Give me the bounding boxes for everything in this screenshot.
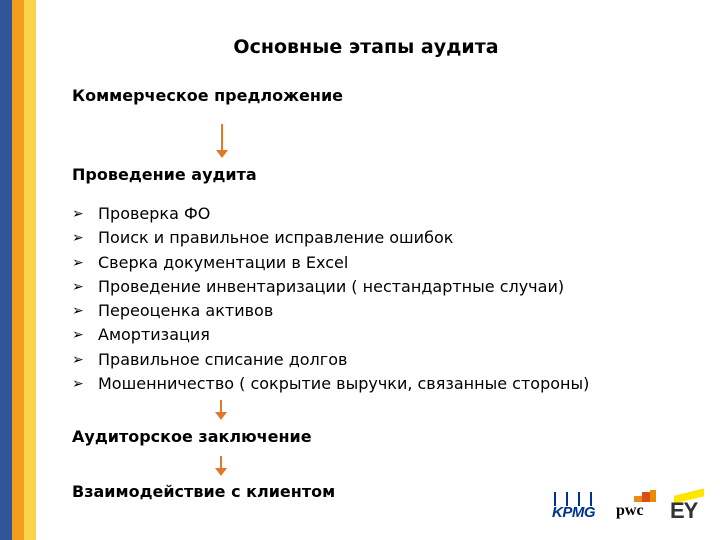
list-item [72, 372, 589, 396]
arrow-bullet-icon: ➢ [72, 376, 84, 393]
list-item-text: Проведение инвентаризации ( нестандартные случаи) [98, 276, 565, 296]
list-item [72, 226, 589, 250]
list-item-text: Переоценка активов [98, 301, 274, 321]
list-item [72, 202, 589, 226]
arrow-bullet-icon: ➢ [72, 351, 84, 368]
step-conclusion: Аудиторское заключение [72, 427, 312, 446]
arrow-bullet-icon: ➢ [72, 303, 84, 320]
list-item-text: Сверка документации в Excel [98, 252, 349, 272]
list-item [72, 299, 589, 323]
pwc-logo: pwc [616, 490, 666, 524]
step-audit: Проведение аудита [72, 165, 257, 184]
list-item-text: Проверка ФО [98, 204, 211, 223]
ey-logo: EY [668, 490, 708, 524]
arrow-down-icon [215, 456, 227, 476]
arrow-bullet-icon: ➢ [72, 230, 84, 247]
arrow-bullet-icon: ➢ [72, 206, 84, 222]
kpmg-logo: KPMG [548, 490, 608, 524]
left-stripe-yellow [24, 0, 36, 540]
list-item [72, 251, 589, 275]
step-interaction: Взаимодействие с клиентом [72, 482, 336, 501]
list-item-text: Правильное списание долгов [98, 349, 348, 369]
left-stripe-blue [0, 0, 12, 540]
step-proposal: Коммерческое предложение [72, 86, 344, 105]
list-item-text: Поиск и правильное исправление ошибок [98, 228, 454, 248]
slide-title: Основные этапы аудита [233, 36, 499, 58]
list-item [72, 323, 589, 347]
left-stripe-orange [12, 0, 24, 540]
list-item [72, 275, 589, 299]
list-item-text: Мошенничество ( сокрытие выручки, связанные стороны) [98, 374, 590, 394]
list-item [72, 348, 589, 372]
arrow-bullet-icon: ➢ [72, 278, 84, 295]
list-item-text: Амортизация [98, 325, 210, 345]
arrow-down-icon [215, 400, 227, 420]
arrow-down-icon [216, 124, 228, 158]
arrow-bullet-icon: ➢ [72, 254, 84, 271]
audit-items-list [72, 202, 589, 396]
arrow-bullet-icon: ➢ [72, 327, 84, 344]
